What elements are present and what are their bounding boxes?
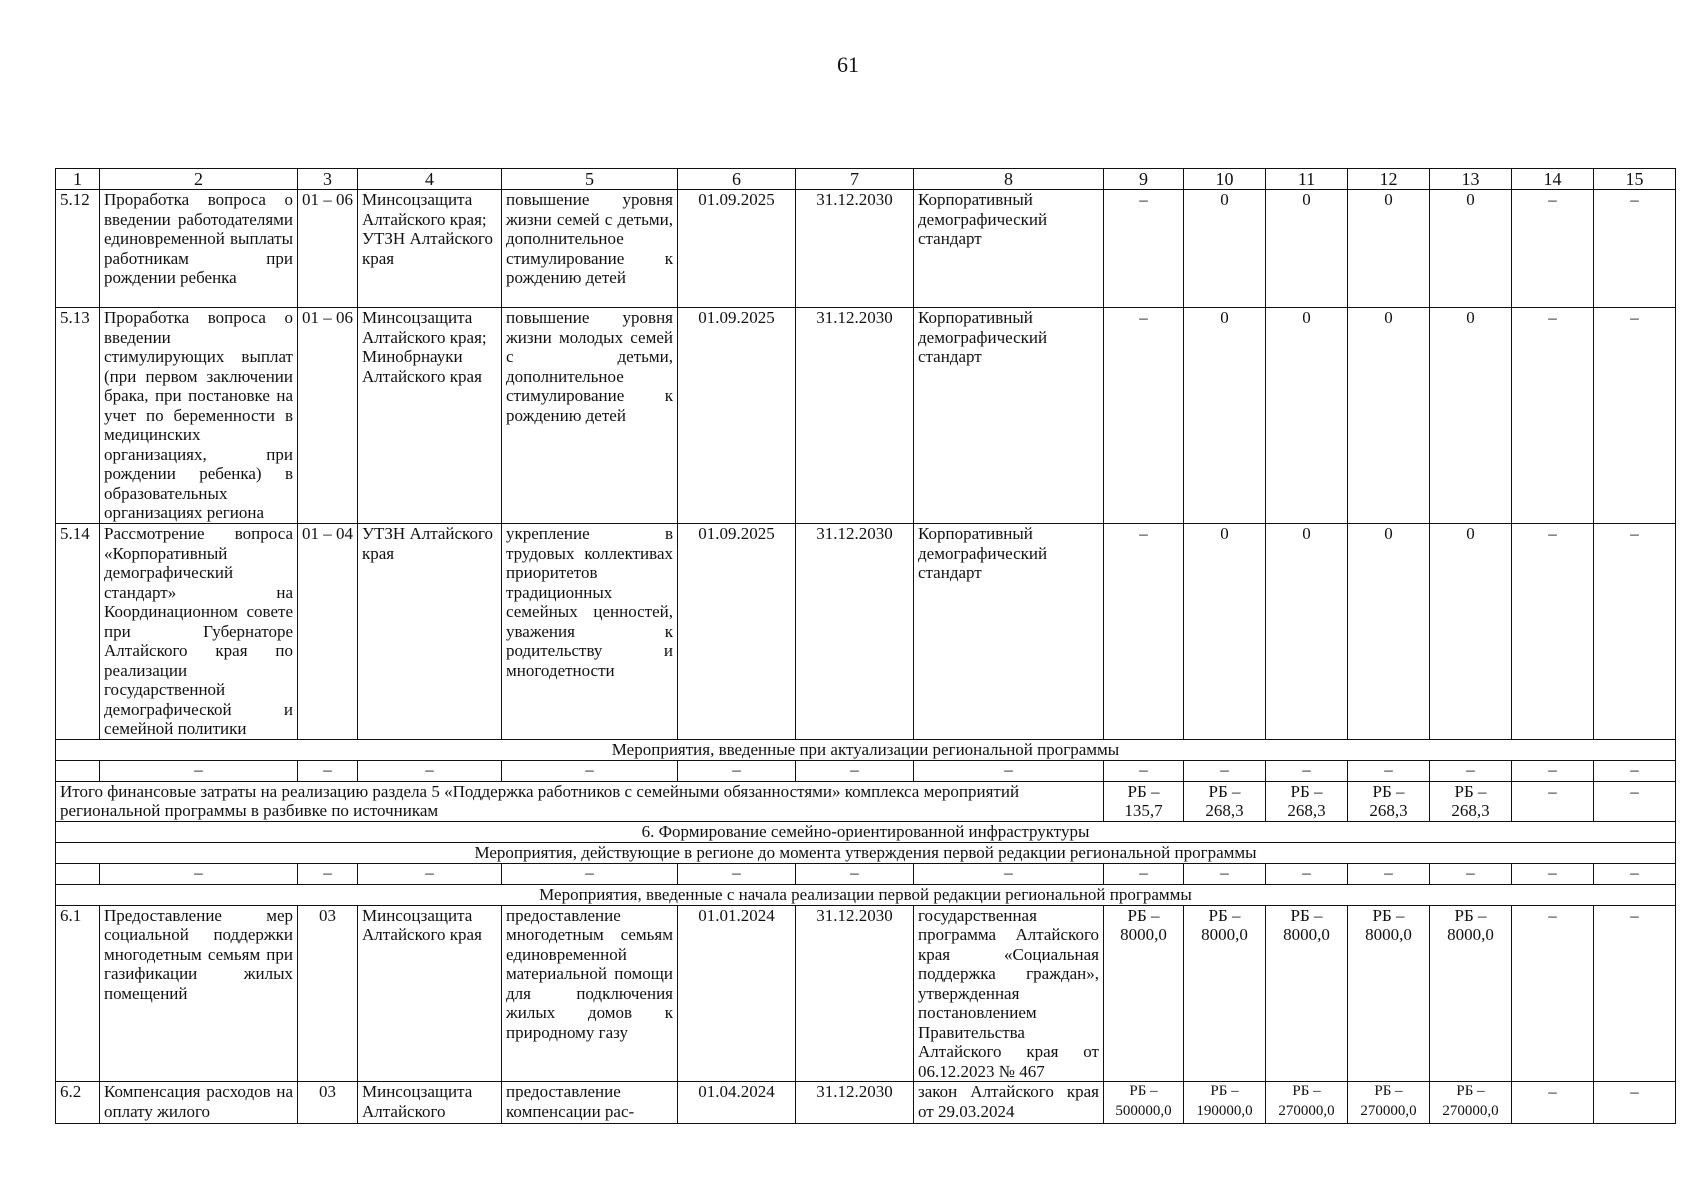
dash-cell: – <box>502 863 678 884</box>
section-heading: Мероприятия, введенные с начала реализации первой редакции региональной программы <box>56 884 1676 905</box>
table-row <box>56 1082 1676 1124</box>
col-header: 4 <box>358 169 502 190</box>
value-cell: РБ – 270000,0 <box>1348 1082 1430 1124</box>
measure-document: Корпоративный демографический стандарт <box>914 524 1104 740</box>
measure-result: предоставление многодетным семьям единовременной материальной помощи для подключения жилых домов к природному газу <box>502 905 678 1082</box>
col-header: 3 <box>298 169 358 190</box>
empty-row <box>56 863 1676 884</box>
dash-cell: – <box>1512 760 1594 781</box>
section-row <box>56 821 1676 842</box>
value-cell: – <box>1594 524 1676 740</box>
value-cell: – <box>1512 190 1594 308</box>
measure-name: Рассмотрение вопроса «Корпоративный демографический стандарт» на Координационном совете при Губернаторе Алтайского края по реализации государственной демографической и семейной политики <box>100 524 298 740</box>
measure-name: Проработка вопроса о введении стимулирующих выплат (при первом заключении брака, при постановке на учет по беременности в медицинских организациях, при рождении ребенка) в образовательных организациях региона <box>100 308 298 524</box>
total-value: РБ – 268,3 <box>1348 781 1430 821</box>
empty-cell <box>56 760 100 781</box>
column-number-row <box>56 169 1676 190</box>
measure-code: 03 <box>298 1082 358 1124</box>
value-cell: 0 <box>1430 308 1512 524</box>
measure-result: повышение уровня жизни молодых семей с детьми, дополнительное стимулирование к рождению детей <box>502 308 678 524</box>
value-cell: РБ – 8000,0 <box>1430 905 1512 1082</box>
start-date: 01.04.2024 <box>678 1082 796 1124</box>
dash-cell: – <box>1348 760 1430 781</box>
measure-name: Проработка вопроса о введении работодателями единовременной выплаты работникам при рождении ребенка <box>100 190 298 308</box>
col-header: 1 <box>56 169 100 190</box>
measure-result: повышение уровня жизни семей с детьми, дополнительное стимулирование к рождению детей <box>502 190 678 308</box>
col-header: 2 <box>100 169 298 190</box>
dash-cell: – <box>358 863 502 884</box>
dash-cell: – <box>1430 863 1512 884</box>
value-cell: 0 <box>1266 308 1348 524</box>
measure-result: предоставление компенсации рас- <box>502 1082 678 1124</box>
dash-cell: – <box>1430 760 1512 781</box>
value-cell: – <box>1594 308 1676 524</box>
measure-executor: УТЗН Алтайского края <box>358 524 502 740</box>
end-date: 31.12.2030 <box>796 190 914 308</box>
value-cell: – <box>1594 190 1676 308</box>
table-row <box>56 524 1676 740</box>
start-date: 01.09.2025 <box>678 524 796 740</box>
section-heading: Мероприятия, действующие в регионе до момента утверждения первой редакции региональной программы <box>56 842 1676 863</box>
dash-cell: – <box>1594 863 1676 884</box>
measure-code: 01 – 04 <box>298 524 358 740</box>
col-header: 14 <box>1512 169 1594 190</box>
col-header: 13 <box>1430 169 1512 190</box>
value-cell: 0 <box>1348 524 1430 740</box>
col-header: 10 <box>1184 169 1266 190</box>
measure-name: Компенсация расходов на оплату жилого <box>100 1082 298 1124</box>
start-date: 01.09.2025 <box>678 308 796 524</box>
end-date: 31.12.2030 <box>796 524 914 740</box>
value-cell: 0 <box>1266 190 1348 308</box>
measure-executor: Минсоцзащита Алтайского края <box>358 905 502 1082</box>
dash-cell: – <box>298 863 358 884</box>
dash-cell: – <box>678 760 796 781</box>
value-cell: 0 <box>1348 190 1430 308</box>
measure-document: государственная программа Алтайского края «Социальная поддержка граждан», утвержденная постановлением Правительства Алтайского края от 06.12.2023 № 467 <box>914 905 1104 1082</box>
end-date: 31.12.2030 <box>796 905 914 1082</box>
end-date: 31.12.2030 <box>796 308 914 524</box>
start-date: 01.09.2025 <box>678 190 796 308</box>
end-date: 31.12.2030 <box>796 1082 914 1124</box>
program-table <box>55 168 1676 1124</box>
row-id: 5.13 <box>56 308 100 524</box>
col-header: 5 <box>502 169 678 190</box>
value-cell: 0 <box>1184 308 1266 524</box>
dash-cell: – <box>914 760 1104 781</box>
measure-result: укрепление в трудовых коллективах приоритетов традиционных семейных ценностей, уважения к родительству и многодетности <box>502 524 678 740</box>
col-header: 8 <box>914 169 1104 190</box>
value-cell: 0 <box>1430 190 1512 308</box>
section-heading: Мероприятия, введенные при актуализации региональной программы <box>56 739 1676 760</box>
empty-row <box>56 760 1676 781</box>
value-cell: 0 <box>1430 524 1512 740</box>
row-id: 5.12 <box>56 190 100 308</box>
measure-code: 01 – 06 <box>298 190 358 308</box>
value-cell: РБ – 270000,0 <box>1266 1082 1348 1124</box>
value-cell: РБ – 8000,0 <box>1104 905 1184 1082</box>
total-label: Итого финансовые затраты на реализацию раздела 5 «Поддержка работников с семейными обязанностями» комплекса мероприятий региональной программы в разбивке по источникам <box>56 781 1104 821</box>
col-header: 6 <box>678 169 796 190</box>
col-header: 15 <box>1594 169 1676 190</box>
empty-cell <box>56 863 100 884</box>
value-cell: РБ – 270000,0 <box>1430 1082 1512 1124</box>
total-value: – <box>1594 781 1676 821</box>
value-cell: РБ – 8000,0 <box>1348 905 1430 1082</box>
value-cell: – <box>1104 308 1184 524</box>
measure-document: закон Алтайского края от 29.03.2024 <box>914 1082 1104 1124</box>
section-title: 6. Формирование семейно-ориентированной инфраструктуры <box>56 821 1676 842</box>
dash-cell: – <box>678 863 796 884</box>
table-row <box>56 905 1676 1082</box>
dash-cell: – <box>502 760 678 781</box>
value-cell: – <box>1594 1082 1676 1124</box>
value-cell: – <box>1512 905 1594 1082</box>
measure-code: 01 – 06 <box>298 308 358 524</box>
dash-cell: – <box>1266 863 1348 884</box>
dash-cell: – <box>1512 863 1594 884</box>
value-cell: РБ – 8000,0 <box>1266 905 1348 1082</box>
dash-cell: – <box>796 863 914 884</box>
col-header: 11 <box>1266 169 1348 190</box>
value-cell: – <box>1594 905 1676 1082</box>
measure-document: Корпоративный демографический стандарт <box>914 308 1104 524</box>
dash-cell: – <box>796 760 914 781</box>
total-value: – <box>1512 781 1594 821</box>
start-date: 01.01.2024 <box>678 905 796 1082</box>
total-value: РБ – 135,7 <box>1104 781 1184 821</box>
dash-cell: – <box>914 863 1104 884</box>
value-cell: РБ – 500000,0 <box>1104 1082 1184 1124</box>
dash-cell: – <box>1184 760 1266 781</box>
value-cell: РБ – 190000,0 <box>1184 1082 1266 1124</box>
total-row <box>56 781 1676 821</box>
row-id: 6.1 <box>56 905 100 1082</box>
dash-cell: – <box>1594 760 1676 781</box>
value-cell: – <box>1512 1082 1594 1124</box>
row-id: 5.14 <box>56 524 100 740</box>
row-id: 6.2 <box>56 1082 100 1124</box>
table-row <box>56 308 1676 524</box>
value-cell: РБ – 8000,0 <box>1184 905 1266 1082</box>
value-cell: – <box>1512 524 1594 740</box>
col-header: 12 <box>1348 169 1430 190</box>
section-row <box>56 842 1676 863</box>
value-cell: 0 <box>1266 524 1348 740</box>
dash-cell: – <box>1104 863 1184 884</box>
measure-document: Корпоративный демографический стандарт <box>914 190 1104 308</box>
dash-cell: – <box>298 760 358 781</box>
dash-cell: – <box>1184 863 1266 884</box>
value-cell: – <box>1512 308 1594 524</box>
dash-cell: – <box>100 760 298 781</box>
section-row <box>56 739 1676 760</box>
measure-executor: Минсоцзащита Алтайского <box>358 1082 502 1124</box>
section-row <box>56 884 1676 905</box>
measure-code: 03 <box>298 905 358 1082</box>
col-header: 9 <box>1104 169 1184 190</box>
total-value: РБ – 268,3 <box>1430 781 1512 821</box>
dash-cell: – <box>1348 863 1430 884</box>
value-cell: – <box>1104 524 1184 740</box>
col-header: 7 <box>796 169 914 190</box>
page-number: 61 <box>837 52 859 77</box>
dash-cell: – <box>1104 760 1184 781</box>
measure-executor: Минсоцзащита Алтайского края; УТЗН Алтайского края <box>358 190 502 308</box>
value-cell: 0 <box>1184 190 1266 308</box>
dash-cell: – <box>100 863 298 884</box>
table-row <box>56 190 1676 308</box>
value-cell: 0 <box>1184 524 1266 740</box>
value-cell: – <box>1104 190 1184 308</box>
measure-executor: Минсоцзащита Алтайского края; Минобрнауки Алтайского края <box>358 308 502 524</box>
total-value: РБ – 268,3 <box>1266 781 1348 821</box>
measure-name: Предоставление мер социальной поддержки многодетным семьям при газификации жилых помещений <box>100 905 298 1082</box>
dash-cell: – <box>358 760 502 781</box>
value-cell: 0 <box>1348 308 1430 524</box>
dash-cell: – <box>1266 760 1348 781</box>
total-value: РБ – 268,3 <box>1184 781 1266 821</box>
